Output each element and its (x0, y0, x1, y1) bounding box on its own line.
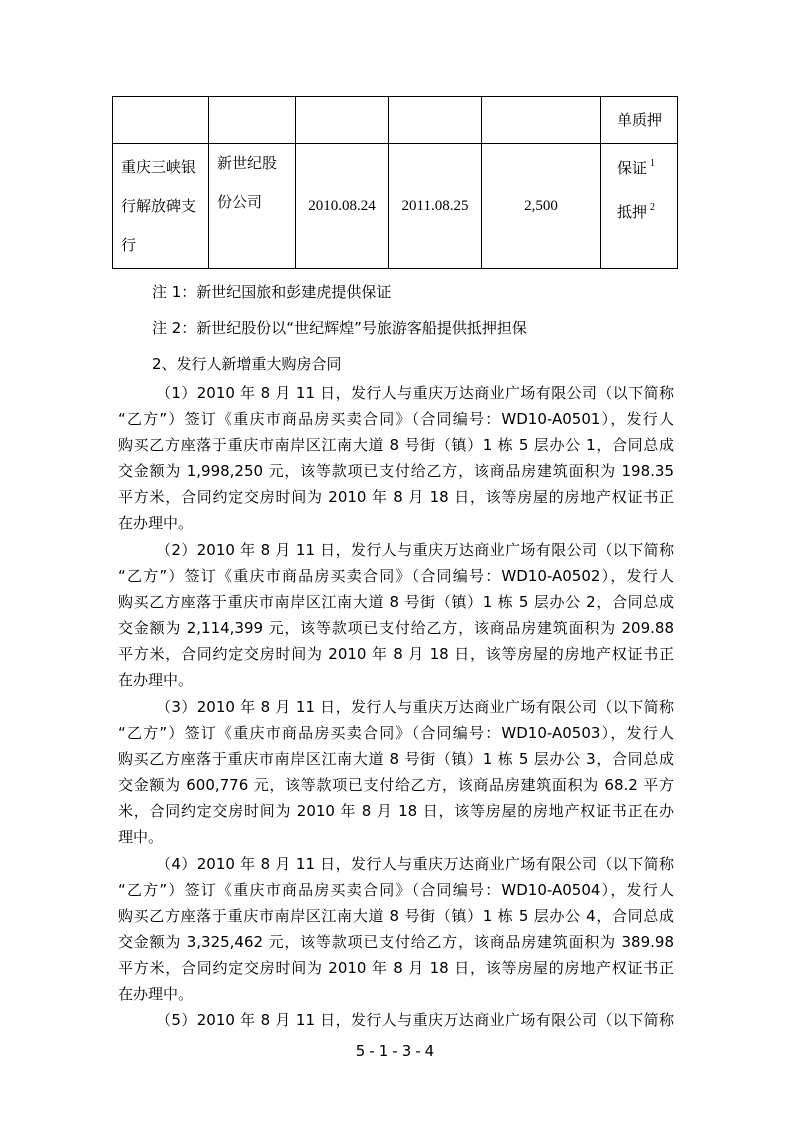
table-cell-bank (113, 144, 209, 269)
paragraph-line: （3）2010 年 8 月 11 日，发行人与重庆万达商业广场有限公司（以下简称 (156, 698, 674, 716)
table-cell (482, 97, 601, 144)
paragraph-line: 在办理中。 (118, 985, 194, 1003)
paragraph-line: （2）2010 年 8 月 11 日，发行人与重庆万达商业广场有限公司（以下简称 (156, 541, 674, 559)
footnote-marker: 1 (650, 158, 656, 169)
table-cell-borrower (209, 144, 296, 269)
table-cell-guarantee (601, 144, 678, 269)
paragraph-line: 在办理中。 (118, 671, 194, 689)
paragraph-line: 购买乙方座落于重庆市南岸区江南大道 8 号街（镇）1 栋 5 层办公 3，合同总成 (118, 750, 674, 768)
paragraph-line: 米，合同约定交房时间为 2010 年 8 月 18 日，该等房屋的房地产权证书正在办 (118, 802, 674, 820)
paragraph-line: （4）2010 年 8 月 11 日，发行人与重庆万达商业广场有限公司（以下简称 (156, 855, 674, 873)
paragraph-line: “乙方”）签订《重庆市商品房买卖合同》（合同编号：WD10-A0504），发行人 (118, 881, 674, 899)
amount: 2,500 (524, 197, 558, 214)
table-cell-amount (482, 144, 601, 269)
paragraph-line: 交金额为 2,114,399 元，该等款项已支付给乙方，该商品房建筑面积为 209.88 (118, 619, 674, 637)
bank-line: 行 (121, 235, 137, 254)
loan-table (112, 96, 678, 269)
note-1: 注 1：新世纪国旅和彭建虎提供保证 (152, 283, 392, 301)
guarantee-line (601, 188, 677, 232)
table-cell-start-date (296, 144, 389, 269)
paragraph-line: “乙方”）签订《重庆市商品房买卖合同》（合同编号：WD10-A0503），发行人 (118, 724, 674, 742)
paragraph-line: 在办理中。 (118, 514, 194, 532)
paragraph (118, 694, 674, 850)
guarantee-text: 保证 (617, 159, 648, 177)
paragraph-line: 平方米，合同约定交房时间为 2010 年 8 月 18 日，该等房屋的房地产权证书正 (118, 488, 674, 506)
footnote-marker: 2 (650, 202, 656, 213)
paragraph-line: （5）2010 年 8 月 11 日，发行人与重庆万达商业广场有限公司（以下简称 (156, 1011, 674, 1029)
borrower-line: 新世纪股 (217, 154, 278, 172)
paragraph-line: 购买乙方座落于重庆市南岸区江南大道 8 号街（镇）1 栋 5 层办公 4，合同总成 (118, 907, 674, 925)
paragraph (118, 851, 674, 1007)
paragraph (118, 1007, 674, 1033)
guarantee-line (601, 144, 677, 188)
table-row (113, 97, 678, 144)
paragraph-line: 购买乙方座落于重庆市南岸区江南大道 8 号街（镇）1 栋 5 层办公 1，合同总成 (118, 436, 674, 454)
table-cell (389, 97, 482, 144)
paragraph (118, 380, 674, 536)
paragraph-line: 交金额为 1,998,250 元，该等款项已支付给乙方，该商品房建筑面积为 198.35 (118, 462, 674, 480)
table-cell-guarantee-type (601, 97, 678, 144)
paragraph-line: 理中。 (118, 828, 164, 846)
paragraph-line: “乙方”）签订《重庆市商品房买卖合同》（合同编号：WD10-A0501），发行人 (118, 410, 674, 428)
section-heading: 2、发行人新增重大购房合同 (152, 355, 342, 373)
paragraph (118, 537, 674, 693)
guarantee-type-text: 单质押 (617, 111, 663, 129)
table-row (113, 144, 678, 269)
guarantee-text: 抵押 (617, 203, 648, 221)
paragraph-line: （1）2010 年 8 月 11 日，发行人与重庆万达商业广场有限公司（以下简称 (156, 384, 674, 402)
note-2: 注 2：新世纪股份以“世纪辉煌”号旅游客船提供抵押担保 (152, 319, 527, 337)
paragraph-line: 交金额为 600,776 元，该等款项已支付给乙方，该商品房建筑面积为 68.2 平方 (118, 776, 674, 794)
table-cell (113, 97, 209, 144)
paragraph-line: 交金额为 3,325,462 元，该等款项已支付给乙方，该商品房建筑面积为 389.98 (118, 933, 674, 951)
start-date: 2010.08.24 (308, 197, 376, 214)
bank-line: 行解放碑支 (121, 196, 197, 215)
paragraph-line: 平方米，合同约定交房时间为 2010 年 8 月 18 日，该等房屋的房地产权证书正 (118, 959, 674, 977)
table-cell (296, 97, 389, 144)
paragraph-line: 购买乙方座落于重庆市南岸区江南大道 8 号街（镇）1 栋 5 层办公 2，合同总成 (118, 593, 674, 611)
paragraph-line: 平方米，合同约定交房时间为 2010 年 8 月 18 日，该等房屋的房地产权证书正 (118, 645, 674, 663)
borrower-line: 份公司 (217, 193, 263, 211)
bank-line: 重庆三峡银 (121, 157, 197, 176)
page-number: 5-1-3-4 (355, 1042, 439, 1060)
end-date: 2011.08.25 (401, 197, 469, 214)
table-cell (209, 97, 296, 144)
paragraph-line: “乙方”）签订《重庆市商品房买卖合同》（合同编号：WD10-A0502），发行人 (118, 567, 674, 585)
table-cell-end-date (389, 144, 482, 269)
